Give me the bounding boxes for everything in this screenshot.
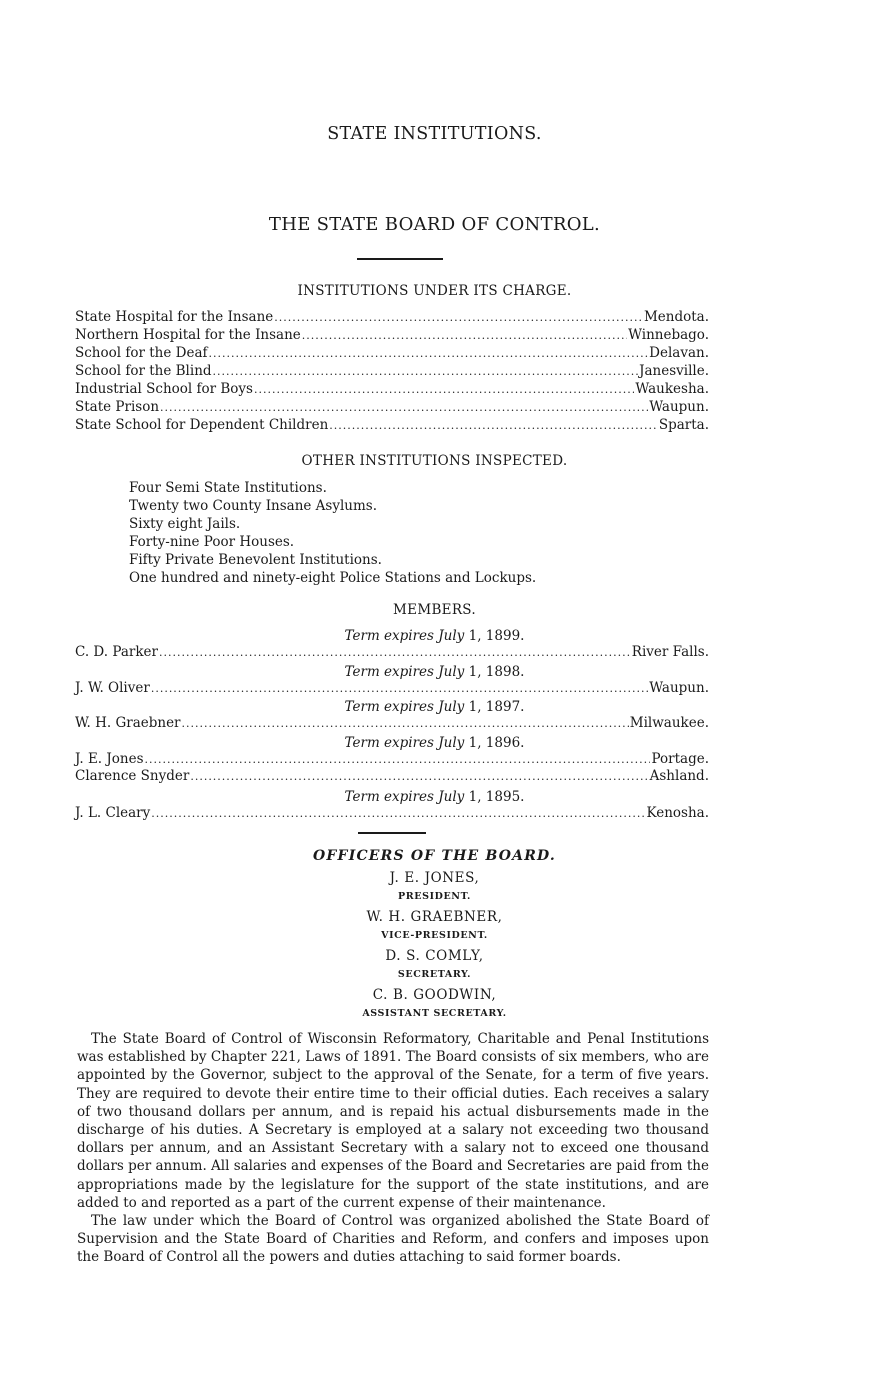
leader-dots bbox=[213, 363, 639, 380]
institution-row bbox=[75, 345, 709, 362]
institution-location: Delavan. bbox=[649, 345, 709, 361]
institution-row bbox=[75, 399, 709, 416]
term-date: 1, 1896. bbox=[468, 735, 525, 751]
officer-role: SECRETARY. bbox=[397, 969, 472, 980]
body-text bbox=[77, 1030, 709, 1267]
institution-location: Waukesha. bbox=[635, 381, 709, 397]
paragraph: The State Board of Control of Wisconsin Reformatory, Charitable and Penal Institutions was established by Chapter 221, Laws of 1891. The Board consists of six members, who are appointed by the Governor, subject to the approval of the Senate, for a term of five years. They are required to devote their entire time to their official duties. Each receives a salary of two thousand dollars per annum, and is repaid his actual disbursements made in the discharge of his duties. A Secretary is employed at a salary not exceeding two thousand dollars per annum, and an Assistant Secretary with a salary not to exceed one thousand dollars per annum. All salaries and expenses of the Board and Secretaries are paid from the appropriations made by the legislature for the support of the state institutions, and are added to and reported as a part of the current expense of their maintenance. bbox=[77, 1031, 709, 1211]
list-item: Forty-nine Poor Houses. bbox=[129, 534, 295, 550]
institution-row bbox=[75, 309, 709, 326]
board-title: THE STATE BOARD OF CONTROL. bbox=[268, 214, 601, 235]
term-line bbox=[0, 699, 869, 715]
institution-name: State School for Dependent Children bbox=[75, 417, 329, 433]
leader-dots bbox=[254, 381, 634, 398]
institution-name: Industrial School for Boys bbox=[75, 381, 253, 397]
institution-row bbox=[75, 417, 709, 434]
member-name: Clarence Snyder bbox=[75, 768, 190, 784]
institution-row bbox=[75, 327, 709, 344]
member-row bbox=[75, 768, 709, 785]
institution-row bbox=[75, 381, 709, 398]
institution-location: Waupun. bbox=[649, 399, 709, 415]
member-row bbox=[75, 644, 709, 661]
member-name: W. H. Graebner bbox=[75, 715, 181, 731]
member-place: Kenosha. bbox=[646, 805, 709, 821]
member-row bbox=[75, 805, 709, 822]
officer-name: C. B. GOODWIN, bbox=[372, 987, 497, 1003]
member-name: J. L. Cleary bbox=[75, 805, 151, 821]
term-date: 1, 1898. bbox=[468, 664, 525, 680]
list-item: Four Semi State Institutions. bbox=[129, 480, 327, 496]
institution-name: State Prison bbox=[75, 399, 160, 415]
paragraph: The law under which the Board of Control was organized abolished the State Board of Supervision and the State Board of Charities and Reform, and confers and imposes upon the Board of Control all the powers and duties attaching to said former boards. bbox=[77, 1213, 709, 1266]
institution-name: State Hospital for the Insane bbox=[75, 309, 274, 325]
member-row bbox=[75, 680, 709, 697]
term-date: 1, 1897. bbox=[468, 699, 525, 715]
list-item: Twenty two County Insane Asylums. bbox=[129, 498, 378, 514]
divider-rule bbox=[358, 832, 426, 834]
list-item: Sixty eight Jails. bbox=[129, 516, 241, 532]
term-prefix: Term expires July bbox=[344, 735, 465, 751]
list-item: Fifty Private Benevolent Institutions. bbox=[129, 552, 382, 568]
member-name: J. W. Oliver bbox=[75, 680, 150, 696]
members-heading: MEMBERS. bbox=[393, 602, 476, 618]
institution-name: School for the Blind bbox=[75, 363, 212, 379]
officer-role: PRESIDENT. bbox=[398, 891, 471, 902]
member-name: J. E. Jones bbox=[75, 751, 144, 767]
member-row bbox=[75, 751, 709, 768]
term-line bbox=[0, 735, 869, 751]
institution-row bbox=[75, 363, 709, 380]
officer-role: VICE-PRESIDENT. bbox=[381, 930, 488, 941]
other-institutions-heading: OTHER INSTITUTIONS INSPECTED. bbox=[301, 453, 568, 469]
member-name: C. D. Parker bbox=[75, 644, 158, 660]
term-date: 1, 1895. bbox=[468, 789, 525, 805]
list-item: One hundred and ninety-eight Police Stations and Lockups. bbox=[129, 570, 537, 586]
officer-name: D. S. COMLY, bbox=[385, 948, 484, 964]
term-prefix: Term expires July bbox=[344, 789, 465, 805]
member-place: Portage. bbox=[651, 751, 709, 767]
term-prefix: Term expires July bbox=[344, 699, 465, 715]
page-title: STATE INSTITUTIONS. bbox=[327, 124, 542, 144]
leader-dots bbox=[160, 399, 648, 416]
leader-dots bbox=[274, 309, 643, 326]
institution-location: Mendota. bbox=[643, 309, 709, 325]
member-place: River Falls. bbox=[631, 644, 709, 660]
officer-name: J. E. JONES, bbox=[389, 870, 480, 886]
officer-role: ASSISTANT SECRETARY. bbox=[362, 1008, 507, 1019]
leader-dots bbox=[182, 715, 629, 732]
member-place: Waupun. bbox=[649, 680, 709, 696]
institution-location: Winnebago. bbox=[628, 327, 709, 343]
member-place: Milwaukee. bbox=[629, 715, 709, 731]
officers-heading: OFFICERS OF THE BOARD. bbox=[313, 848, 556, 864]
leader-dots bbox=[145, 751, 651, 768]
leader-dots bbox=[209, 345, 649, 362]
other-institutions-list bbox=[129, 479, 536, 587]
institution-name: School for the Deaf bbox=[75, 345, 208, 361]
term-line bbox=[0, 789, 869, 805]
divider-rule bbox=[357, 258, 443, 260]
officer-name: W. H. GRAEBNER, bbox=[366, 909, 503, 925]
term-prefix: Term expires July bbox=[344, 628, 465, 644]
leader-dots bbox=[159, 644, 631, 661]
term-line bbox=[0, 664, 869, 680]
institution-location: Sparta. bbox=[658, 417, 709, 433]
member-row bbox=[75, 715, 709, 732]
leader-dots bbox=[151, 805, 645, 822]
institution-name: Northern Hospital for the Insane bbox=[75, 327, 301, 343]
member-place: Ashland. bbox=[649, 768, 709, 784]
leader-dots bbox=[190, 768, 648, 785]
institutions-heading: INSTITUTIONS UNDER ITS CHARGE. bbox=[297, 283, 572, 299]
leader-dots bbox=[302, 327, 627, 344]
term-line bbox=[0, 628, 869, 644]
term-prefix: Term expires July bbox=[344, 664, 465, 680]
term-date: 1, 1899. bbox=[468, 628, 525, 644]
leader-dots bbox=[151, 680, 648, 697]
leader-dots bbox=[329, 417, 658, 434]
institution-location: Janesville. bbox=[639, 363, 709, 379]
